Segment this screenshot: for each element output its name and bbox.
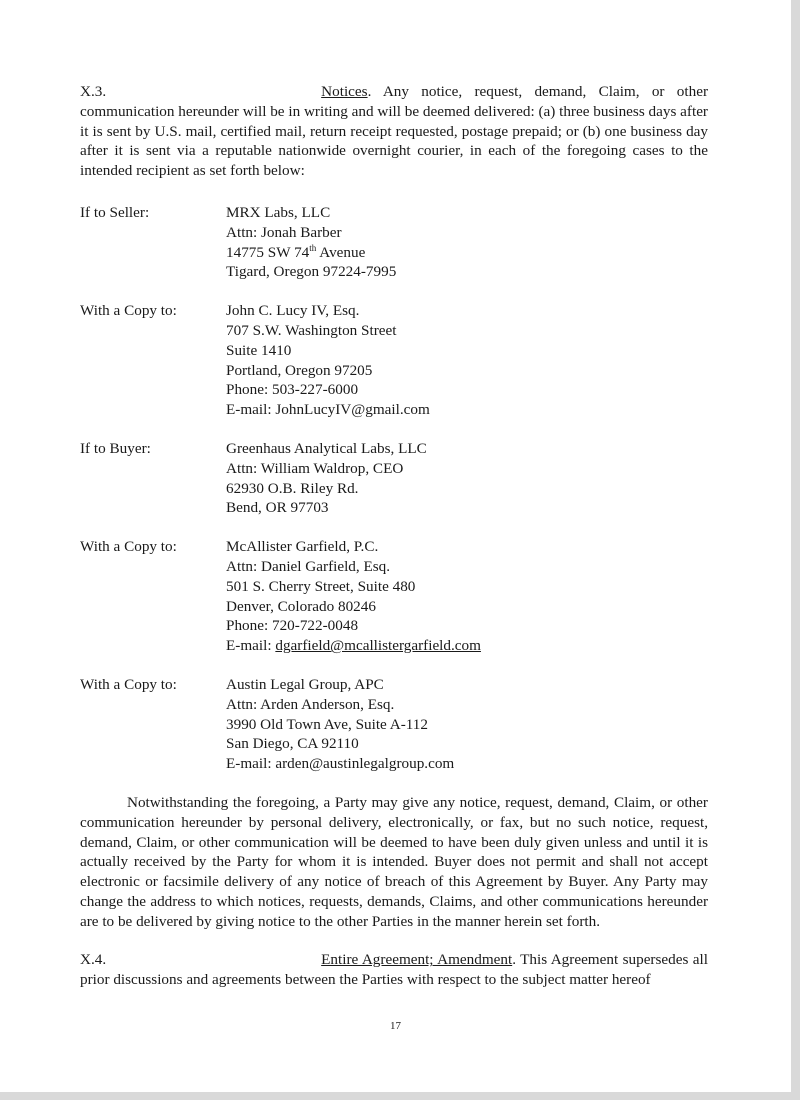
section-number: X.4. xyxy=(80,951,107,969)
address-line: 501 S. Cherry Street, Suite 480 xyxy=(226,577,416,595)
section-x4-heading-line xyxy=(80,950,708,970)
address-line: 62930 O.B. Riley Rd. xyxy=(226,479,359,497)
notice-block-seller xyxy=(80,203,708,282)
address-line: Bend, OR 97703 xyxy=(226,499,329,517)
notice-label: If to Buyer: xyxy=(80,439,151,457)
notice-block-buyer xyxy=(80,439,708,518)
notice-block-copy-mcallister xyxy=(80,537,708,656)
address-lines xyxy=(226,203,396,282)
address-line: 14775 SW 74th Avenue xyxy=(226,242,366,261)
address-line: Attn: Daniel Garfield, Esq. xyxy=(226,557,391,575)
section-heading: Notices xyxy=(321,83,368,100)
document-body xyxy=(80,82,708,990)
address-line: Denver, Colorado 80246 xyxy=(226,597,376,615)
phone-line: Phone: 720-722-0048 xyxy=(226,617,359,635)
email-link[interactable]: dgarfield@mcallistergarfield.com xyxy=(275,637,481,655)
address-line: Suite 1410 xyxy=(226,341,292,359)
notice-label: With a Copy to: xyxy=(80,538,177,556)
section-heading: Entire Agreement; Amendment xyxy=(321,951,513,969)
address-lines xyxy=(226,675,454,774)
address-line: John C. Lucy IV, Esq. xyxy=(226,302,360,320)
section-x3-body: communication hereunder will be in writing and will be deemed delivered: (a) three business days after it is sent by U.S. mail, certified mail, return receipt requested, postage prepaid; or (b) one business day after it is sent via a reputable nationwide overnight courier, in each of the foregoing cases to the intended recipient as set forth below: xyxy=(80,102,708,180)
notice-block-copy-lucy xyxy=(80,301,708,420)
section-x4-body: prior discussions and agreements between the Parties with respect to the subject matter hereof xyxy=(80,971,651,989)
address-line: MRX Labs, LLC xyxy=(226,203,331,221)
address-lines xyxy=(226,537,481,656)
address-line: McAllister Garfield, P.C. xyxy=(226,538,379,556)
address-line: 3990 Old Town Ave, Suite A-112 xyxy=(226,715,428,733)
notice-label: With a Copy to: xyxy=(80,302,177,320)
address-line: Attn: Arden Anderson, Esq. xyxy=(226,695,395,713)
page-shadow-bottom xyxy=(0,1092,800,1100)
address-line: Attn: William Waldrop, CEO xyxy=(226,459,404,477)
notice-label: If to Seller: xyxy=(80,203,150,221)
email-line: E-mail: JohnLucyIV@gmail.com xyxy=(226,401,430,419)
address-line: 707 S.W. Washington Street xyxy=(226,321,397,339)
notice-label: With a Copy to: xyxy=(80,675,177,693)
address-line: Attn: Jonah Barber xyxy=(226,223,342,241)
phone-line: Phone: 503-227-6000 xyxy=(226,381,359,399)
page-shadow-right xyxy=(791,0,800,1100)
page-number: 17 xyxy=(390,1020,401,1032)
section-number: X.3. xyxy=(80,83,107,100)
address-line: San Diego, CA 92110 xyxy=(226,735,359,753)
section-x3-heading-line xyxy=(80,82,708,102)
address-lines xyxy=(226,301,430,420)
address-line: Austin Legal Group, APC xyxy=(226,675,384,693)
address-line: Tigard, Oregon 97224-7995 xyxy=(226,263,397,281)
email-line: E-mail: arden@austinlegalgroup.com xyxy=(226,755,455,773)
section-first-line: . This Agreement supersedes all xyxy=(512,951,708,969)
email-line: E-mail: dgarfield@mcallistergarfield.com xyxy=(226,637,481,655)
section-first-line: . Any notice, request, demand, Claim, or other xyxy=(367,83,708,100)
notice-block-copy-austin xyxy=(80,675,708,774)
address-lines xyxy=(226,439,427,518)
address-line: Greenhaus Analytical Labs, LLC xyxy=(226,439,427,457)
notwithstanding-paragraph: Notwithstanding the foregoing, a Party may give any notice, request, demand, Claim, or other communication hereunder by personal delivery, electronically, or fax, but no such notice, request, demand, Claim, or other communication will be deemed to have been duly given unless and until it is actually received by the Party for whom it is intended. Buyer does not permit and shall not accept electronic or facsimile delivery of any notice of breach of this Agreement by Buyer. Any Party may change the address to which notices, requests, demands, Claims, and other communications hereunder are to be delivered by giving notice to the other Parties in the manner herein set forth. xyxy=(80,793,708,930)
address-line: Portland, Oregon 97205 xyxy=(226,361,373,379)
